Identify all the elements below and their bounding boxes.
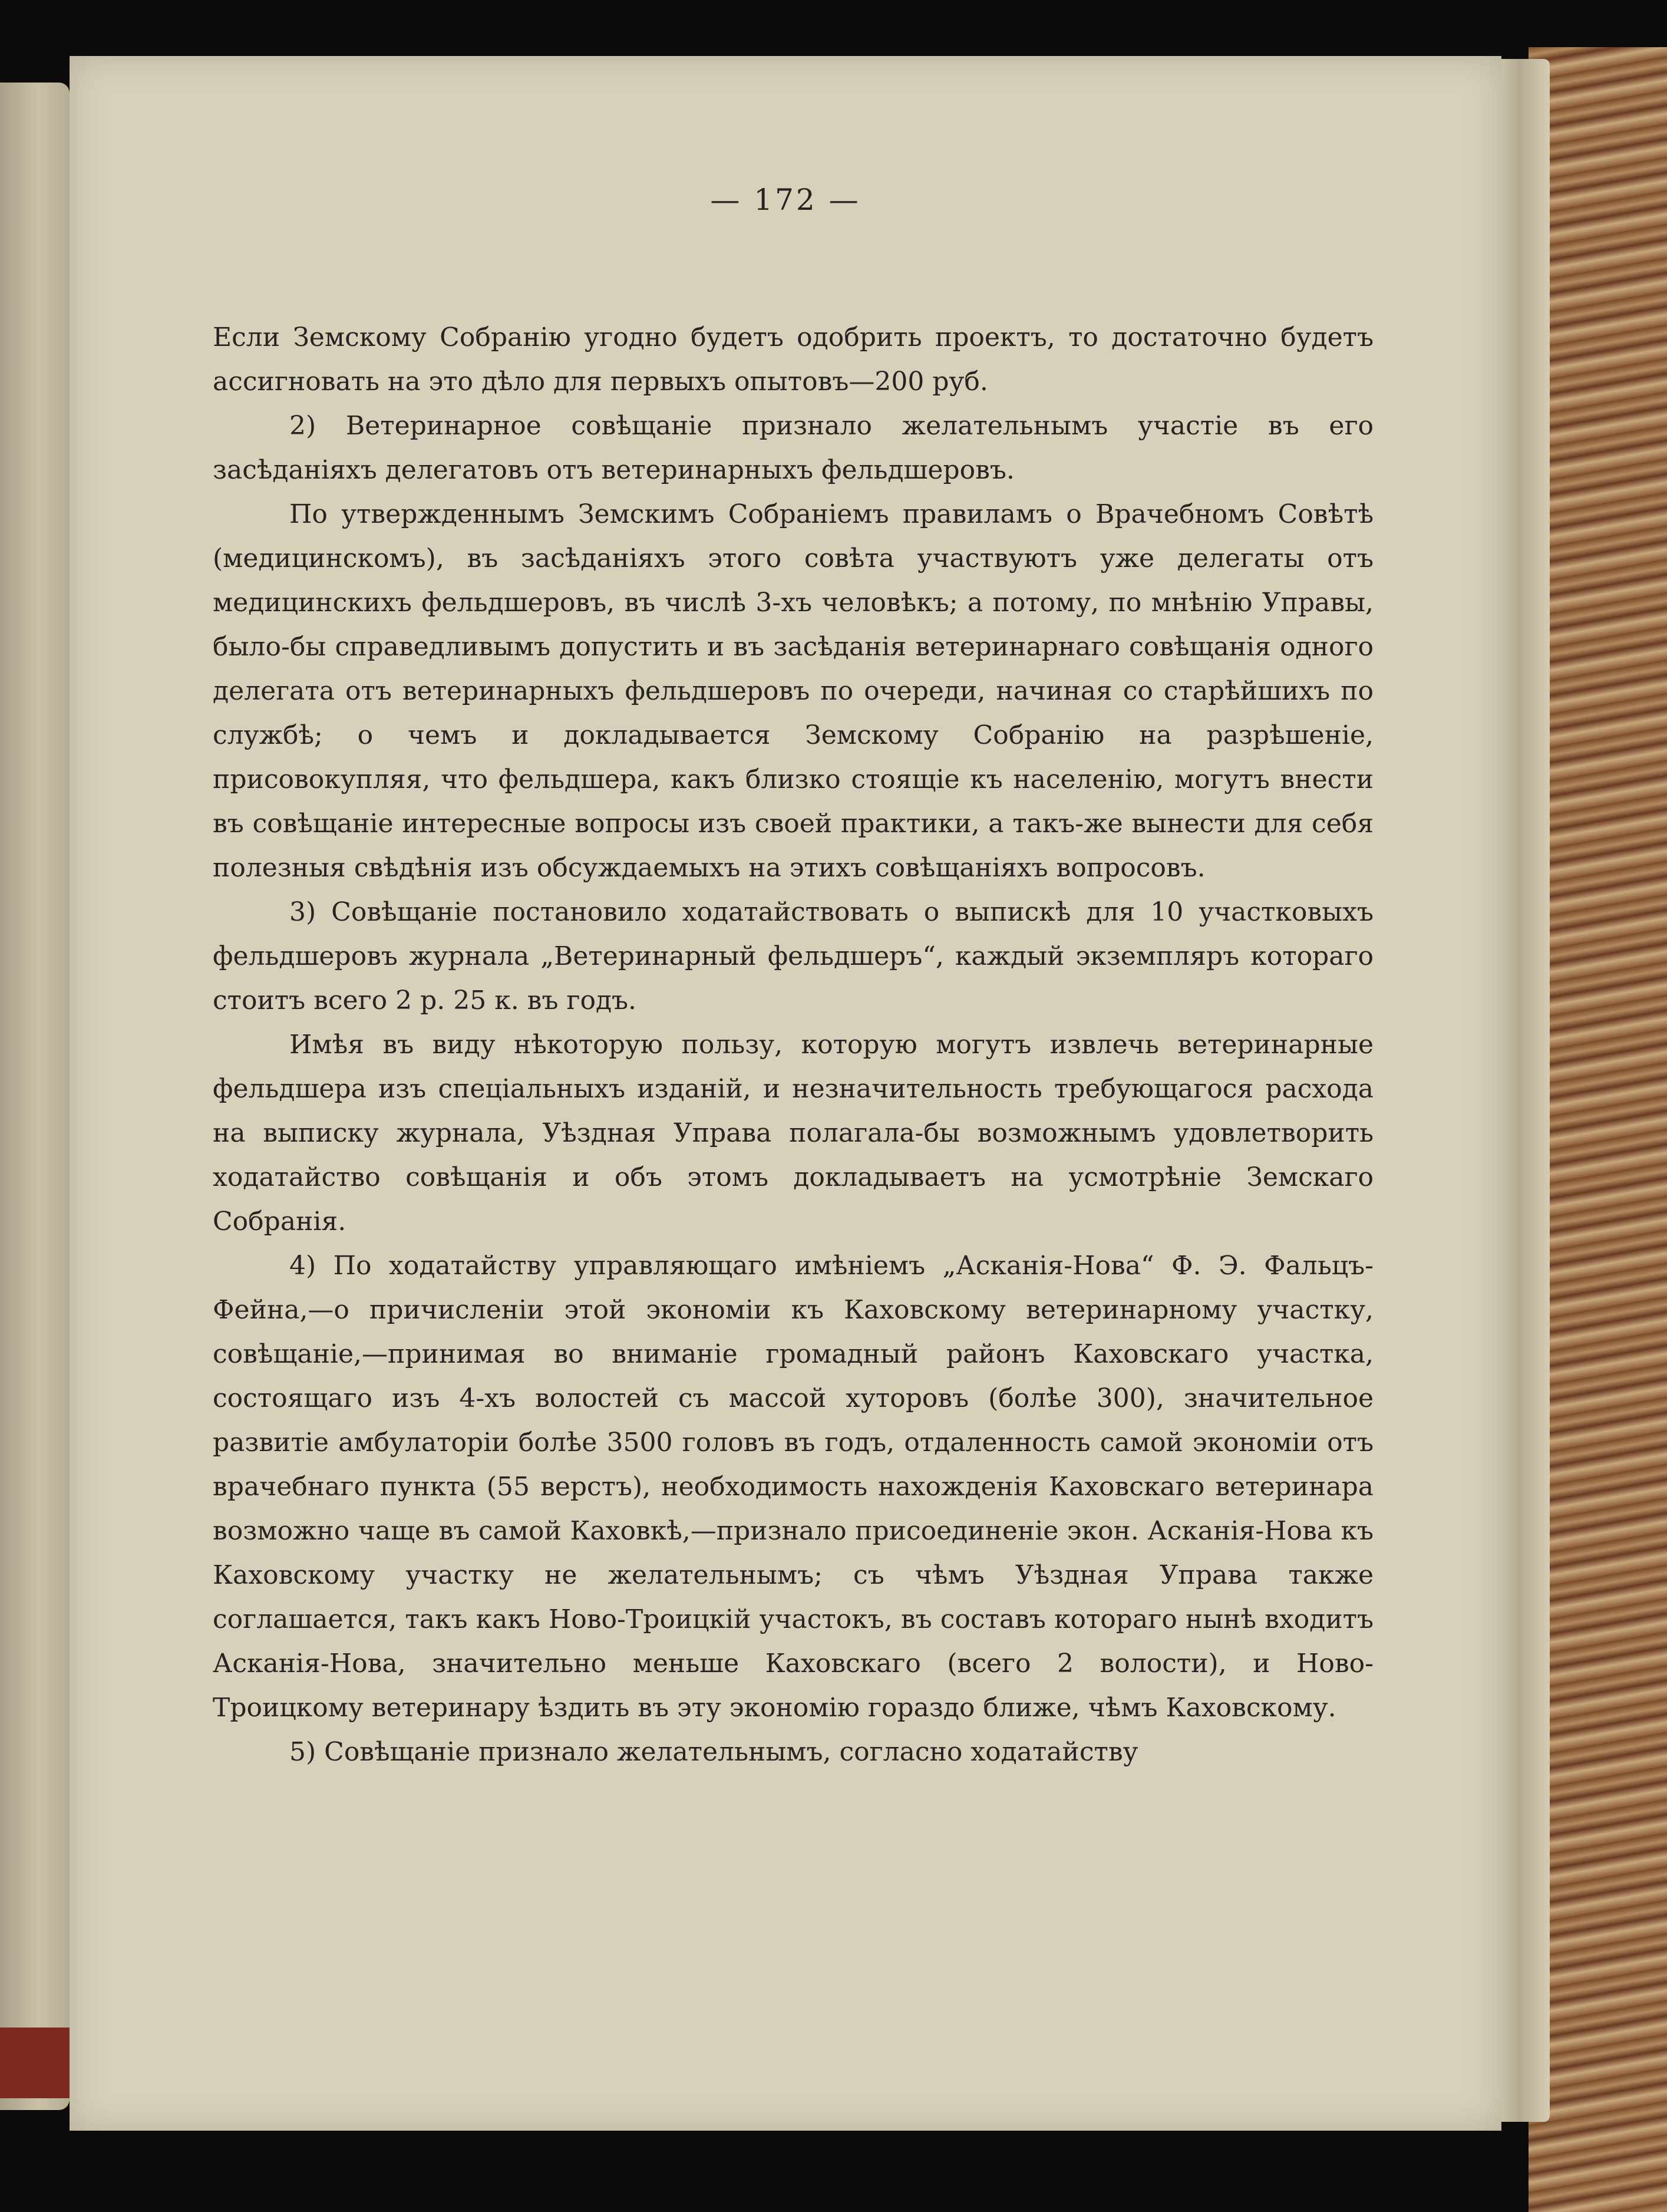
paragraph: По утвержденнымъ Земскимъ Собраніемъ правиламъ о Врачебномъ Совѣтѣ (медицинскомъ), въ засѣданіяхъ этого совѣта участвуютъ уже делегаты отъ медицинскихъ фельдшеровъ, въ числѣ 3-хъ человѣкъ; а потому, по мнѣнію Управы, было-бы справедливымъ допустить и въ засѣданія ветеринарнаго совѣщанія одного делегата отъ ветеринарныхъ фельдшеровъ по очереди, начиная со старѣйшихъ по службѣ; о чемъ и докладывается Земскому Собранію на разрѣшеніе, присовокупляя, что фельдшера, какъ близко стоящіе къ населенію, могутъ внести въ совѣщаніе интересные вопросы изъ своей практики, а такъ-же вынести для себя полезныя свѣдѣнія изъ обсуждаемыхъ на этихъ совѣщаніяхъ вопросовъ. [213,499,1374,883]
book-page [70,56,1501,2131]
paragraph: Имѣя въ виду нѣкоторую пользу, которую могутъ извлечь ветеринарные фельдшера изъ спеціальныхъ изданій, и незначительность требующагося расхода на выписку журнала, Уѣздная Управа полагала-бы возможнымъ удовлетворить ходатайство совѣщанія и объ этомъ докладываетъ на усмотрѣніе Земскаго Собранія. [213,1030,1374,1237]
paragraph: 4) По ходатайству управляющаго имѣніемъ „Асканія-Нова“ Ф. Э. Фальцъ-Фейна,—о причисленіи этой экономіи къ Каховскому ветеринарному участку, совѣщаніе,—принимая во вниманіе громадный районъ Каховскаго участка, состоящаго изъ 4-хъ волостей съ массой хуторовъ (болѣе 300), значительное развитіе амбулаторіи болѣе 3500 головъ въ годъ, отдаленность самой экономіи отъ врачебнаго пункта (55 верстъ), необходимость нахожденія Каховскаго ветеринара возможно чаще въ самой Каховкѣ,—признало присоединеніе экон. Асканія-Нова къ Каховскому участку не желательнымъ; съ чѣмъ Уѣздная Управа также соглашается, такъ какъ Ново-Троицкій участокъ, въ составъ котораго нынѣ входитъ Асканія-Нова, значительно меньше Каховскаго (всего 2 волости), и Ново-Троицкому ветеринару ѣздить въ эту экономію гораздо ближе, чѣмъ Каховскому. [213,1251,1374,1723]
paragraph: 3) Совѣщаніе постановило ходатайствовать о выпискѣ для 10 участковыхъ фельдшеровъ журнала „Ветеринарный фельдшеръ“, каждый экземпляръ котораго стоитъ всего 2 р. 25 к. въ годъ. [213,897,1374,1016]
paragraph: 5) Совѣщаніе признало желательнымъ, согласно ходатайству [289,1737,1138,1767]
page-number: — 172 — [710,183,861,217]
paragraph: Если Земскому Собранію угодно будетъ одобрить проектъ, то достаточно будетъ ассигновать на это дѣло для первыхъ опытовъ—200 руб. [213,322,1374,397]
paragraph: 2) Ветеринарное совѣщаніе признало желательнымъ участіе въ его засѣданіяхъ делегатовъ отъ ветеринарныхъ фельдшеровъ. [213,411,1374,485]
left-page-edge [0,83,70,2110]
body-text [213,315,1374,1774]
